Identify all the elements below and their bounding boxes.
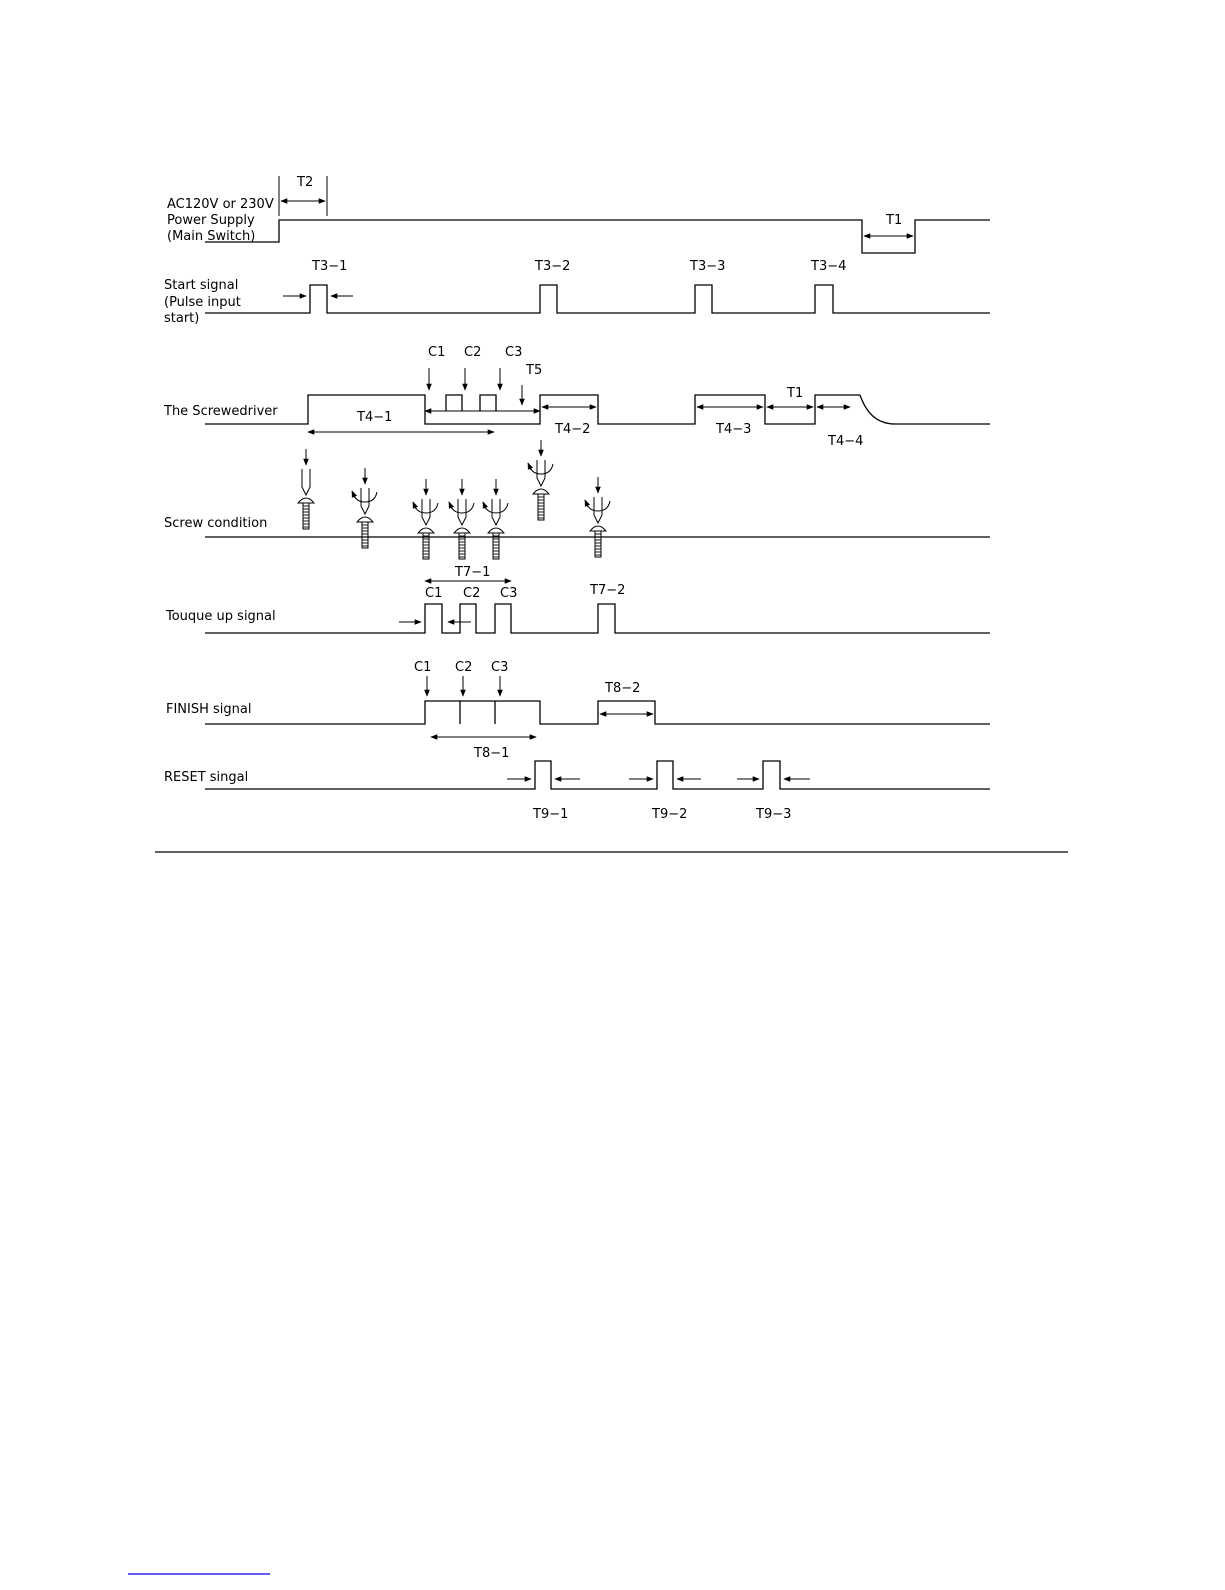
screw-icon <box>449 479 474 559</box>
reset-signal-row <box>164 761 990 822</box>
t3-3-label: T3−3 <box>690 259 726 274</box>
screwdriver-c1-label: C1 <box>428 345 446 360</box>
torque-waveform <box>205 604 990 633</box>
t2-label: T2 <box>297 175 314 190</box>
screwdriver-pulse-c3 <box>480 395 496 411</box>
finish-label: FINISH signal <box>166 702 252 717</box>
screw-icon <box>528 440 553 520</box>
reset-label: RESET singal <box>164 770 249 785</box>
screw-icons <box>298 440 610 559</box>
start-label-line2: (Pulse input <box>164 295 241 310</box>
screwdriver-pulse-c2 <box>446 395 462 411</box>
screw-condition-row <box>164 516 990 537</box>
power-label-line1: AC120V or 230V <box>167 197 274 212</box>
torque-up-row <box>165 565 990 633</box>
t4-4-label: T4−4 <box>828 434 864 449</box>
t7-1-label: T7−1 <box>455 565 491 580</box>
start-waveform <box>205 285 990 313</box>
power-label-line3: (Main Switch) <box>167 229 256 244</box>
finish-signal-row <box>166 660 990 761</box>
finish-c1-label: C1 <box>414 660 432 675</box>
t1-label-screwdriver: T1 <box>787 386 804 401</box>
screwdriver-waveform <box>205 395 860 424</box>
screw-icon <box>585 477 610 557</box>
screwdriver-row <box>163 345 990 449</box>
finish-waveform <box>205 701 990 724</box>
t8-1-label: T8−1 <box>474 746 510 761</box>
start-signal-row <box>164 259 990 326</box>
screw-label: Screw condition <box>164 516 268 531</box>
screw-icon <box>483 479 508 559</box>
screwdriver-c2-label: C2 <box>464 345 482 360</box>
torque-c1-label: C1 <box>425 586 443 601</box>
torque-c2-label: C2 <box>463 586 481 601</box>
t3-4-label: T3−4 <box>811 259 847 274</box>
t3-2-label: T3−2 <box>535 259 571 274</box>
t8-2-label: T8−2 <box>605 681 641 696</box>
reset-waveform <box>205 761 990 789</box>
screw-icon <box>298 449 314 529</box>
t9-3-label: T9−3 <box>756 807 792 822</box>
screw-icon <box>352 468 377 548</box>
t4-1-label: T4−1 <box>357 410 393 425</box>
finish-c2-label: C2 <box>455 660 473 675</box>
torque-label: Touque up signal <box>166 609 276 624</box>
t1-label-power: T1 <box>886 213 903 228</box>
t7-2-label: T7−2 <box>590 583 626 598</box>
t5-label: T5 <box>526 363 543 378</box>
start-label-line1: Start signal <box>164 278 239 293</box>
screwdriver-decay <box>860 395 990 424</box>
t9-1-label: T9−1 <box>533 807 569 822</box>
screwdriver-label: The Screwedriver <box>164 404 278 419</box>
power-supply-row <box>167 175 990 253</box>
start-label-line3: start) <box>164 311 200 326</box>
power-label-line2: Power Supply <box>167 213 255 228</box>
t4-3-label: T4−3 <box>716 422 752 437</box>
screwdriver-c3-label: C3 <box>505 345 523 360</box>
screw-icon <box>413 479 438 559</box>
t3-1-label: T3−1 <box>312 259 348 274</box>
torque-c3-label: C3 <box>500 586 518 601</box>
t4-2-label: T4−2 <box>555 422 591 437</box>
t9-2-label: T9−2 <box>652 807 688 822</box>
finish-c3-label: C3 <box>491 660 509 675</box>
